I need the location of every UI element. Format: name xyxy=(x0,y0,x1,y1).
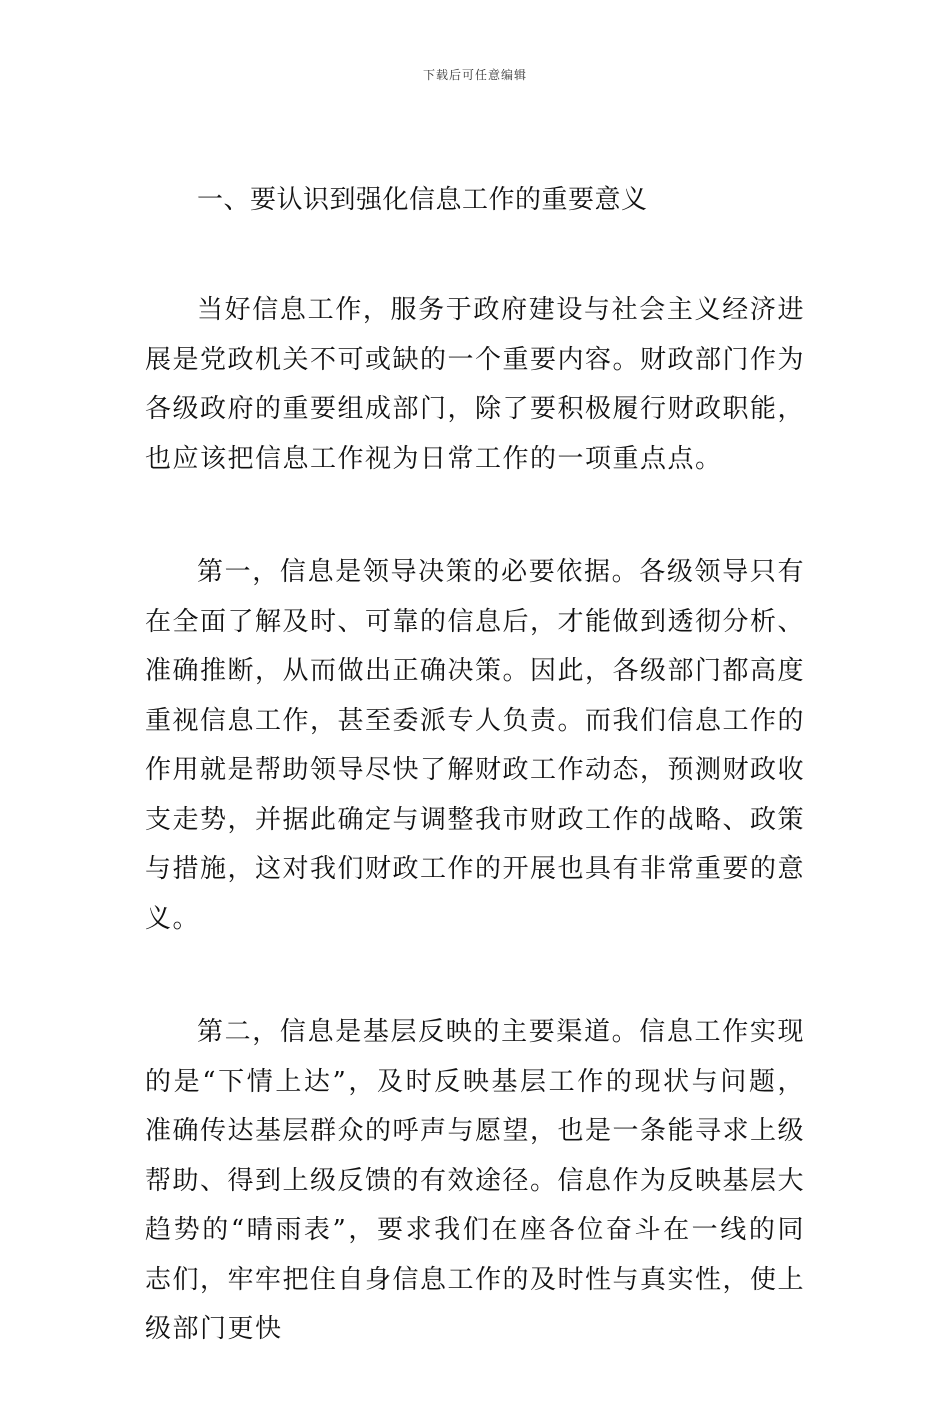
paragraph-first-point: 第一，信息是领导决策的必要依据。各级领导只有在全面了解及时、可靠的信息后，才能做到透彻分析、准确推断，从而做出正确决策。因此，各级部门都高度重视信息工作，甚至委派专人负责。而我们信息工作的作用就是帮助领导尽快了解财政工作动态，预测财政收支走势，并据此确定与调整我市财政工作的战略、政策与措施，这对我们财政工作的开展也具有非常重要的意义。 xyxy=(145,557,806,934)
document-body xyxy=(145,178,805,1419)
header-note: 下载后可任意编辑 xyxy=(422,68,527,82)
paragraph-intro: 当好信息工作，服务于政府建设与社会主义经济进展是党政机关不可或缺的一个重要内容。财政部门作为各级政府的重要组成部门，除了要积极履行财政职能，也应该把信息工作视为日常工作的一项重点点。 xyxy=(145,295,806,474)
section-heading: 一、要认识到强化信息工作的重要意义 xyxy=(197,185,648,215)
paragraph-second-point: 第二，信息是基层反映的主要渠道。信息工作实现的是“下情上达”，及时反映基层工作的现状与问题，准确传达基层群众的呼声与愿望，也是一条能寻求上级帮助、得到上级反馈的有效途径。信息作为反映基层大趋势的“晴雨表”，要求我们在座各位奋斗在一线的同志们，牢牢把住自身信息工作的及时性与真实性，使上级部门更快 xyxy=(145,1017,806,1344)
